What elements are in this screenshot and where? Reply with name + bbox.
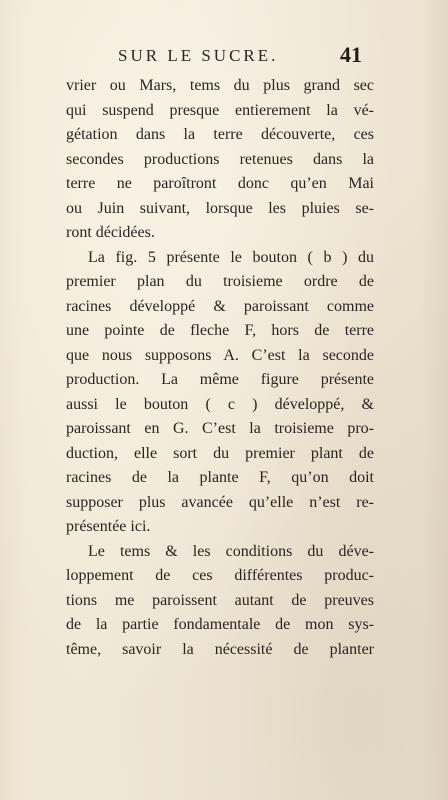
text-line: de la partie fondamentale de mon sys-: [66, 616, 374, 633]
page-number: 41: [340, 42, 362, 67]
text-line: vrier ou Mars, tems du plus grand sec: [66, 77, 374, 94]
text-line: racines développé & paroissant comme: [66, 297, 374, 315]
text-line: La fig. 5 présente le bouton ( b ) du: [88, 248, 374, 266]
text-line: tême, savoir la nécessité de planter: [66, 640, 374, 658]
text-line: tions me paroissent autant de preuves: [66, 591, 374, 609]
text-line: paroissant en G. C’est la troisieme pro-: [66, 420, 374, 437]
text-line: aussi le bouton ( c ) développé, &: [66, 395, 374, 413]
running-head: SUR LE SUCRE.: [118, 46, 279, 65]
text-line: Le tems & les conditions du déve-: [88, 542, 374, 560]
text-line: duction, elle sort du premier plant de: [66, 444, 374, 462]
text-line: ront décidées.: [66, 224, 155, 241]
text-line: qui suspend presque entierement la vé-: [66, 101, 374, 119]
page-header: [0, 42, 448, 72]
text-line: présentée ici.: [66, 518, 151, 535]
text-line: loppement de ces différentes produc-: [66, 567, 374, 584]
text-line: ou Juin suivant, lorsque les pluies se-: [66, 199, 374, 217]
text-line: racines de la plante F, qu’on doit: [66, 469, 374, 486]
text-line: premier plan du troisieme ordre de: [66, 273, 374, 290]
text-line: secondes productions retenues dans la: [66, 150, 374, 168]
text-line: terre ne paroîtront donc qu’en Mai: [66, 175, 374, 192]
text-line: supposer plus avancée qu’elle n’est re-: [66, 493, 374, 511]
text-line: production. La même figure présente: [66, 371, 374, 388]
text-line: une pointe de fleche F, hors de terre: [66, 322, 374, 339]
text-line: que nous supposons A. C’est la seconde: [66, 346, 374, 364]
text-line: gétation dans la terre découverte, ces: [66, 126, 374, 143]
body-text: [66, 74, 374, 662]
